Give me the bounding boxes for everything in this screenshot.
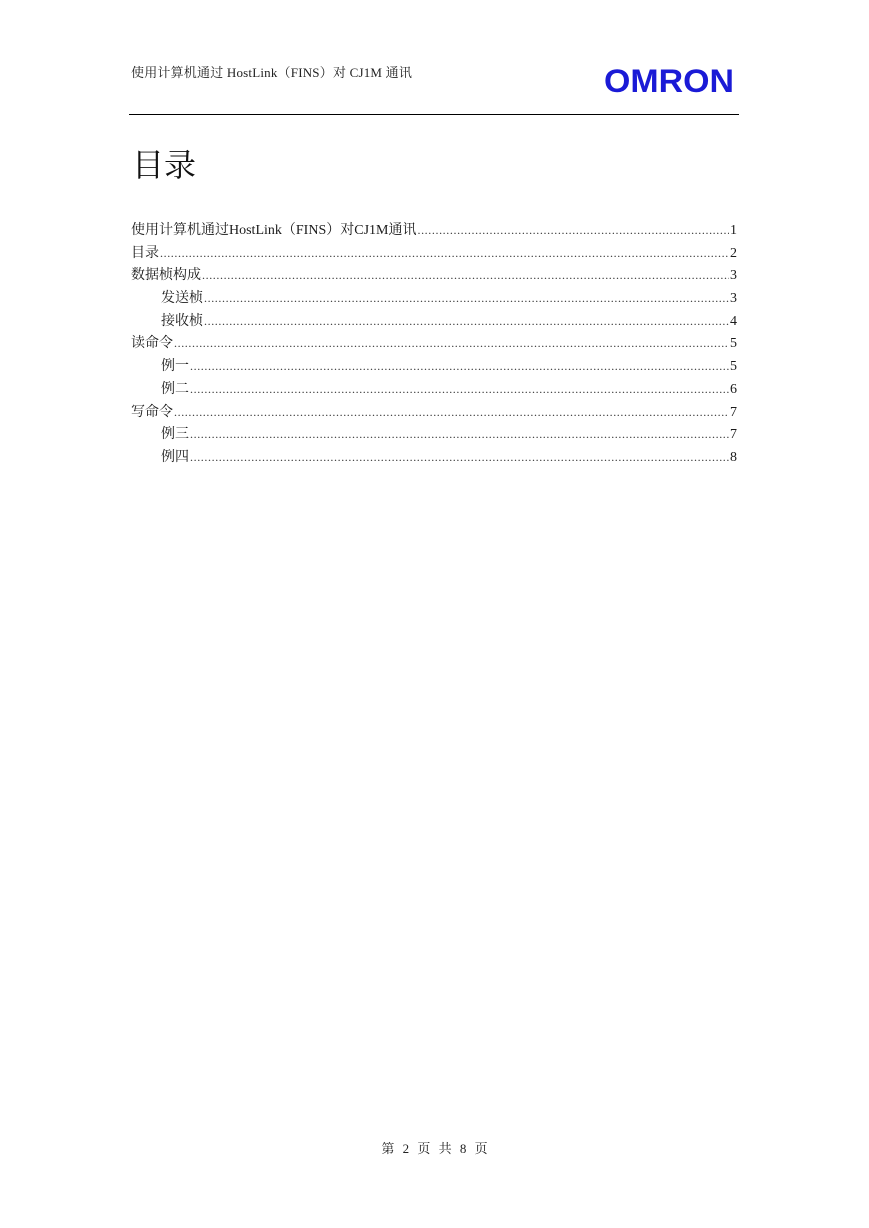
toc-entry-label: 例一 <box>161 359 189 375</box>
toc-dot-leader <box>204 288 729 308</box>
toc-dot-leader <box>417 220 729 240</box>
toc-entry-label: 发送桢 <box>161 291 203 307</box>
toc-entry[interactable] <box>131 243 737 266</box>
header-document-title: 使用计算机通过 HostLink（FINS）对 CJ1M 通讯 <box>131 65 413 80</box>
toc-heading: 目录 <box>132 147 197 183</box>
toc-entry-page: 1 <box>730 223 737 238</box>
toc-entry-page: 4 <box>730 313 737 329</box>
toc-subentry[interactable] <box>131 311 737 334</box>
toc-entry[interactable] <box>131 333 737 356</box>
header-divider <box>129 114 739 115</box>
toc-dot-leader <box>190 356 729 376</box>
toc-entry-label: 目录 <box>131 245 159 261</box>
toc-entry-label: 数据桢构成 <box>131 268 201 284</box>
toc-entry-label: 接收桢 <box>161 313 203 329</box>
toc-entry-label: 例二 <box>161 381 189 397</box>
toc-entry[interactable] <box>131 402 737 425</box>
toc-entry-page: 7 <box>730 427 737 443</box>
toc-entry-page: 7 <box>730 404 737 420</box>
toc-dot-leader <box>160 243 729 263</box>
toc-dot-leader <box>190 447 729 467</box>
toc-entry-page: 8 <box>730 449 737 465</box>
toc-entry-page: 5 <box>730 359 737 375</box>
toc-entry-label: 使用计算机通过HostLink（FINS）对CJ1M通讯 <box>131 223 417 238</box>
toc-subentry[interactable] <box>131 379 737 402</box>
toc-dot-leader <box>190 379 729 399</box>
toc-entry-page: 6 <box>730 381 737 397</box>
toc-entry-label: 写命令 <box>131 404 173 420</box>
toc-dot-leader <box>190 424 729 444</box>
toc-entry-page: 2 <box>730 245 737 261</box>
toc-entry-label: 例四 <box>161 449 189 465</box>
toc-subentry[interactable] <box>131 356 737 379</box>
toc-dot-leader <box>174 402 729 422</box>
toc-subentry[interactable] <box>131 447 737 470</box>
toc-entry[interactable] <box>131 220 737 243</box>
toc-dot-leader <box>202 265 729 285</box>
toc-dot-leader <box>204 311 729 331</box>
toc-entry-page: 3 <box>730 268 737 284</box>
toc-entry[interactable] <box>131 265 737 288</box>
omron-logo-text: OMRON <box>604 66 734 95</box>
toc-subentry[interactable] <box>131 424 737 447</box>
table-of-contents <box>131 220 737 470</box>
toc-subentry[interactable] <box>131 288 737 311</box>
toc-entry-page: 5 <box>730 336 737 352</box>
omron-logo <box>603 66 735 95</box>
toc-entry-label: 例三 <box>161 427 189 443</box>
toc-entry-page: 3 <box>730 291 737 307</box>
toc-dot-leader <box>174 333 729 353</box>
page-footer: 第 2 页 共 8 页 <box>381 1141 488 1156</box>
toc-entry-label: 读命令 <box>131 336 173 352</box>
